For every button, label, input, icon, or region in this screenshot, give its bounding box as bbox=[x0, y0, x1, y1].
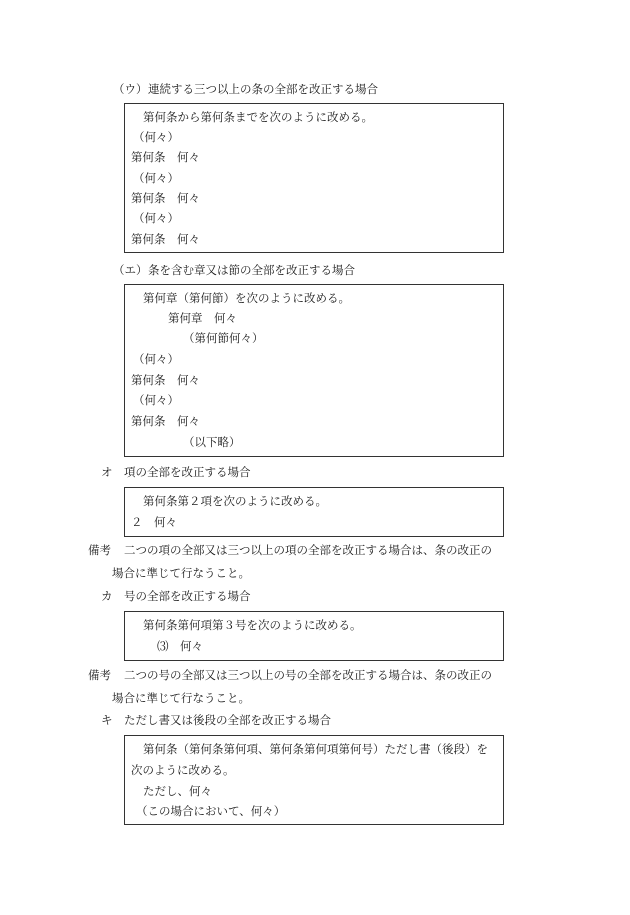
box-line: （何々） bbox=[133, 171, 179, 185]
box-line: （何々） bbox=[133, 393, 179, 407]
heading-title-e: 条を含む章又は節の全部を改正する場合 bbox=[148, 263, 355, 277]
box-line: 第何条 何々 bbox=[131, 414, 200, 428]
box-line: （何々） bbox=[133, 211, 179, 225]
heading-title-o: 項の全部を改正する場合 bbox=[124, 465, 251, 479]
heading-title-ki: ただし書又は後段の全部を改正する場合 bbox=[124, 713, 331, 727]
box-line: （第何節何々） bbox=[183, 331, 264, 345]
heading-label-u: （ウ） bbox=[113, 82, 148, 96]
heading-title-ka: 号の全部を改正する場合 bbox=[124, 589, 251, 603]
example-box-o bbox=[124, 487, 504, 537]
box-line: （この場合において、何々） bbox=[136, 804, 286, 818]
heading-label-o: オ bbox=[101, 465, 113, 479]
box-line: 第何章 何々 bbox=[168, 311, 237, 325]
box-line: （以下略） bbox=[183, 435, 241, 449]
box-line: ２ 何々 bbox=[131, 515, 177, 529]
note-text: 場合に準じて行なうこと。 bbox=[112, 566, 250, 580]
box-line: 第何条 何々 bbox=[131, 191, 200, 205]
note-label: 備考 bbox=[88, 668, 111, 682]
box-line: 次のように改める。 bbox=[131, 763, 235, 777]
example-box-ki bbox=[124, 735, 504, 825]
example-box-ka bbox=[124, 611, 504, 661]
box-line: 第何条第２項を次のように改める。 bbox=[143, 494, 327, 508]
heading-label-ka: カ bbox=[101, 589, 113, 603]
note-text: 二つの号の全部又は三つ以上の号の全部を改正する場合は、条の改正の bbox=[124, 668, 492, 682]
example-box-e bbox=[124, 284, 504, 457]
note-text: 二つの項の全部又は三つ以上の項の全部を改正する場合は、条の改正の bbox=[124, 543, 492, 557]
box-line: 第何条 何々 bbox=[131, 232, 200, 246]
box-line: （何々） bbox=[133, 352, 179, 366]
box-line: 第何条 何々 bbox=[131, 150, 200, 164]
box-line: 第何条 何々 bbox=[131, 373, 200, 387]
box-line: ⑶ 何々 bbox=[157, 639, 203, 653]
box-line: ただし、何々 bbox=[143, 784, 212, 798]
note-text: 場合に準じて行なうこと。 bbox=[112, 691, 250, 705]
note-label: 備考 bbox=[88, 543, 111, 557]
box-line: 第何条から第何条までを次のように改める。 bbox=[143, 110, 373, 124]
example-box-u bbox=[124, 103, 504, 253]
heading-label-ki: キ bbox=[101, 713, 113, 727]
box-line: 第何章（第何節）を次のように改める。 bbox=[143, 291, 350, 305]
heading-label-e: （エ） bbox=[113, 263, 148, 277]
box-line: 第何条第何項第３号を次のように改める。 bbox=[143, 618, 362, 632]
box-line: （何々） bbox=[133, 130, 179, 144]
box-line: 第何条（第何条第何項、第何条第何項第何号）ただし書（後段）を bbox=[143, 742, 488, 756]
heading-title-u: 連続する三つ以上の条の全部を改正する場合 bbox=[148, 82, 378, 96]
